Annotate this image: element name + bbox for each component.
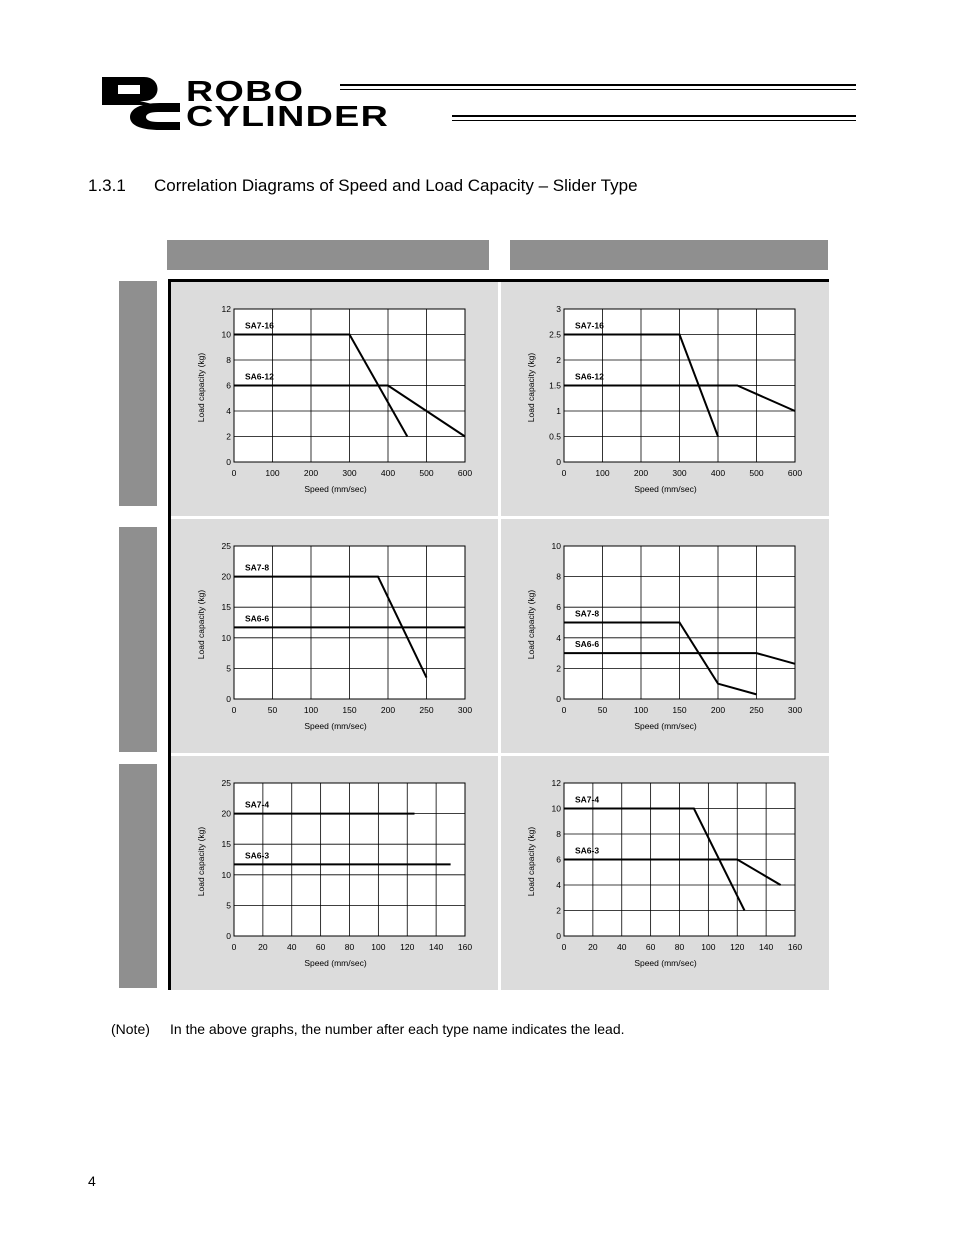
column-header-left	[167, 240, 489, 270]
y-tick-label: 2	[556, 355, 561, 365]
y-tick-label: 6	[556, 854, 561, 865]
series-label: SA7-4	[245, 799, 270, 810]
row-header-2	[119, 527, 157, 752]
x-tick-label: 50	[267, 705, 278, 715]
y-axis-label: Load capacity (kg)	[196, 352, 206, 423]
x-tick-label: 100	[701, 942, 716, 952]
y-tick-label: 8	[556, 571, 561, 582]
y-axis-label: Load capacity (kg)	[526, 352, 536, 423]
x-tick-label: 100	[633, 705, 649, 715]
table-border-top	[168, 279, 829, 282]
x-tick-label: 300	[342, 468, 357, 478]
x-tick-label: 300	[457, 705, 473, 715]
x-tick-label: 200	[380, 705, 396, 715]
x-tick-label: 200	[710, 705, 726, 715]
x-tick-label: 400	[380, 468, 396, 478]
y-axis-label: Load capacity (kg)	[526, 589, 536, 660]
x-tick-label: 250	[749, 705, 764, 715]
y-axis-label: Load capacity (kg)	[196, 589, 206, 660]
y-tick-label: 20	[221, 808, 231, 819]
series-label: SA6-6	[575, 639, 600, 650]
series-label: SA7-16	[245, 320, 274, 331]
footnote	[111, 1021, 625, 1037]
x-tick-label: 60	[645, 942, 656, 952]
x-tick-label: 140	[429, 942, 444, 952]
y-tick-label: 5	[226, 900, 231, 911]
x-axis-label: Speed (mm/sec)	[634, 958, 697, 968]
x-tick-label: 150	[672, 705, 687, 715]
y-tick-label: 0	[226, 931, 231, 941]
series-label: SA7-8	[245, 562, 270, 573]
x-tick-label: 500	[419, 468, 434, 478]
y-tick-label: 25	[221, 541, 231, 551]
x-tick-label: 60	[315, 942, 326, 952]
x-tick-label: 0	[561, 468, 567, 478]
y-axis-label: Load capacity (kg)	[196, 826, 206, 897]
x-tick-label: 100	[371, 942, 386, 952]
x-tick-label: 100	[303, 705, 319, 715]
y-tick-label: 0	[556, 457, 561, 467]
chart-5	[501, 756, 829, 990]
x-tick-label: 100	[265, 468, 280, 478]
y-tick-label: 2	[556, 905, 561, 916]
y-tick-label: 2.5	[549, 329, 561, 340]
y-tick-label: 8	[556, 829, 561, 839]
y-axis-label: Load capacity (kg)	[526, 826, 536, 897]
chart-1	[501, 282, 829, 516]
x-tick-label: 600	[457, 468, 473, 478]
y-tick-label: 12	[551, 778, 561, 788]
row-header-3	[119, 764, 157, 988]
x-tick-label: 0	[561, 705, 567, 715]
y-tick-label: 15	[221, 839, 231, 850]
x-tick-label: 140	[759, 942, 774, 952]
y-tick-label: 10	[551, 803, 561, 814]
logo-line-robo: ROBO	[186, 76, 305, 108]
chart-cell	[171, 756, 498, 990]
x-tick-label: 100	[595, 468, 610, 478]
x-axis-label: Speed (mm/sec)	[304, 958, 367, 968]
y-tick-label: 25	[221, 778, 231, 788]
series-label: SA6-3	[245, 850, 270, 861]
header-rule	[340, 84, 856, 86]
y-tick-label: 10	[221, 869, 231, 880]
logo-line-cylinder: CYLINDER	[186, 101, 390, 133]
row-header-1	[119, 281, 157, 506]
y-tick-label: 3	[556, 304, 561, 314]
series-label: SA6-12	[245, 371, 274, 382]
y-tick-label: 4	[556, 632, 561, 643]
column-header-right	[510, 240, 828, 270]
y-tick-label: 2	[556, 663, 561, 674]
section-title: Correlation Diagrams of Speed and Load Capacity – Slider Type	[154, 176, 638, 195]
y-tick-label: 12	[221, 304, 231, 314]
y-tick-label: 10	[551, 541, 561, 551]
y-tick-label: 0	[226, 694, 231, 704]
y-tick-label: 0	[556, 931, 561, 941]
y-tick-label: 4	[226, 406, 231, 416]
x-tick-label: 20	[258, 942, 268, 952]
chart-4	[171, 756, 498, 990]
x-tick-label: 0	[231, 942, 237, 952]
x-axis-label: Speed (mm/sec)	[634, 484, 697, 494]
x-tick-label: 160	[787, 942, 803, 952]
y-tick-label: 15	[221, 602, 231, 613]
header-rule	[340, 89, 856, 90]
x-tick-label: 120	[400, 942, 415, 952]
x-tick-label: 120	[730, 942, 745, 952]
y-tick-label: 10	[221, 329, 231, 340]
y-tick-label: 6	[226, 380, 231, 391]
x-tick-label: 80	[344, 942, 355, 952]
x-tick-label: 20	[588, 942, 598, 952]
x-tick-label: 80	[674, 942, 685, 952]
x-tick-label: 200	[633, 468, 649, 478]
footnote-text: In the above graphs, the number after each type name indicates the lead.	[170, 1021, 625, 1037]
header-rule	[452, 120, 856, 121]
series-label: SA7-16	[575, 320, 604, 331]
table-border-left	[168, 279, 171, 990]
x-axis-label: Speed (mm/sec)	[304, 721, 367, 731]
x-tick-label: 40	[617, 942, 627, 952]
page-number: 4	[88, 1173, 96, 1189]
section-number: 1.3.1	[88, 176, 126, 195]
x-tick-label: 0	[561, 942, 567, 952]
series-label: SA6-12	[575, 371, 604, 382]
y-tick-label: 0	[226, 457, 231, 467]
y-tick-label: 0.5	[549, 431, 561, 442]
y-tick-label: 4	[556, 880, 561, 890]
chart-3	[501, 519, 829, 753]
x-tick-label: 0	[231, 705, 237, 715]
x-tick-label: 300	[787, 705, 803, 715]
x-tick-label: 160	[457, 942, 473, 952]
chart-cell	[501, 282, 829, 516]
y-tick-label: 6	[556, 602, 561, 613]
x-tick-label: 400	[710, 468, 726, 478]
x-axis-label: Speed (mm/sec)	[304, 484, 367, 494]
y-tick-label: 1.5	[549, 380, 561, 391]
chart-cell	[171, 282, 498, 516]
series-label: SA7-4	[575, 794, 600, 805]
series-label: SA7-8	[575, 608, 600, 619]
chart-cell	[171, 519, 498, 753]
y-tick-label: 8	[226, 355, 231, 365]
section-heading	[88, 176, 638, 196]
y-tick-label: 20	[221, 571, 231, 582]
x-axis-label: Speed (mm/sec)	[634, 721, 697, 731]
rc-logo-icon	[100, 75, 182, 131]
x-tick-label: 200	[303, 468, 319, 478]
x-tick-label: 40	[287, 942, 297, 952]
series-label: SA6-3	[575, 845, 600, 856]
chart-0	[171, 282, 498, 516]
y-tick-label: 2	[226, 431, 231, 442]
x-tick-label: 50	[597, 705, 608, 715]
x-tick-label: 250	[419, 705, 434, 715]
x-tick-label: 0	[231, 468, 237, 478]
chart-2	[171, 519, 498, 753]
chart-cell	[501, 756, 829, 990]
header-rule	[452, 115, 856, 117]
y-tick-label: 1	[556, 406, 561, 416]
y-tick-label: 5	[226, 663, 231, 674]
chart-cell	[501, 519, 829, 753]
x-tick-label: 300	[672, 468, 687, 478]
footnote-label: (Note)	[111, 1021, 150, 1037]
y-tick-label: 0	[556, 694, 561, 704]
y-tick-label: 10	[221, 632, 231, 643]
series-label: SA6-6	[245, 613, 270, 624]
x-tick-label: 500	[749, 468, 764, 478]
x-tick-label: 150	[342, 705, 357, 715]
x-tick-label: 600	[787, 468, 803, 478]
